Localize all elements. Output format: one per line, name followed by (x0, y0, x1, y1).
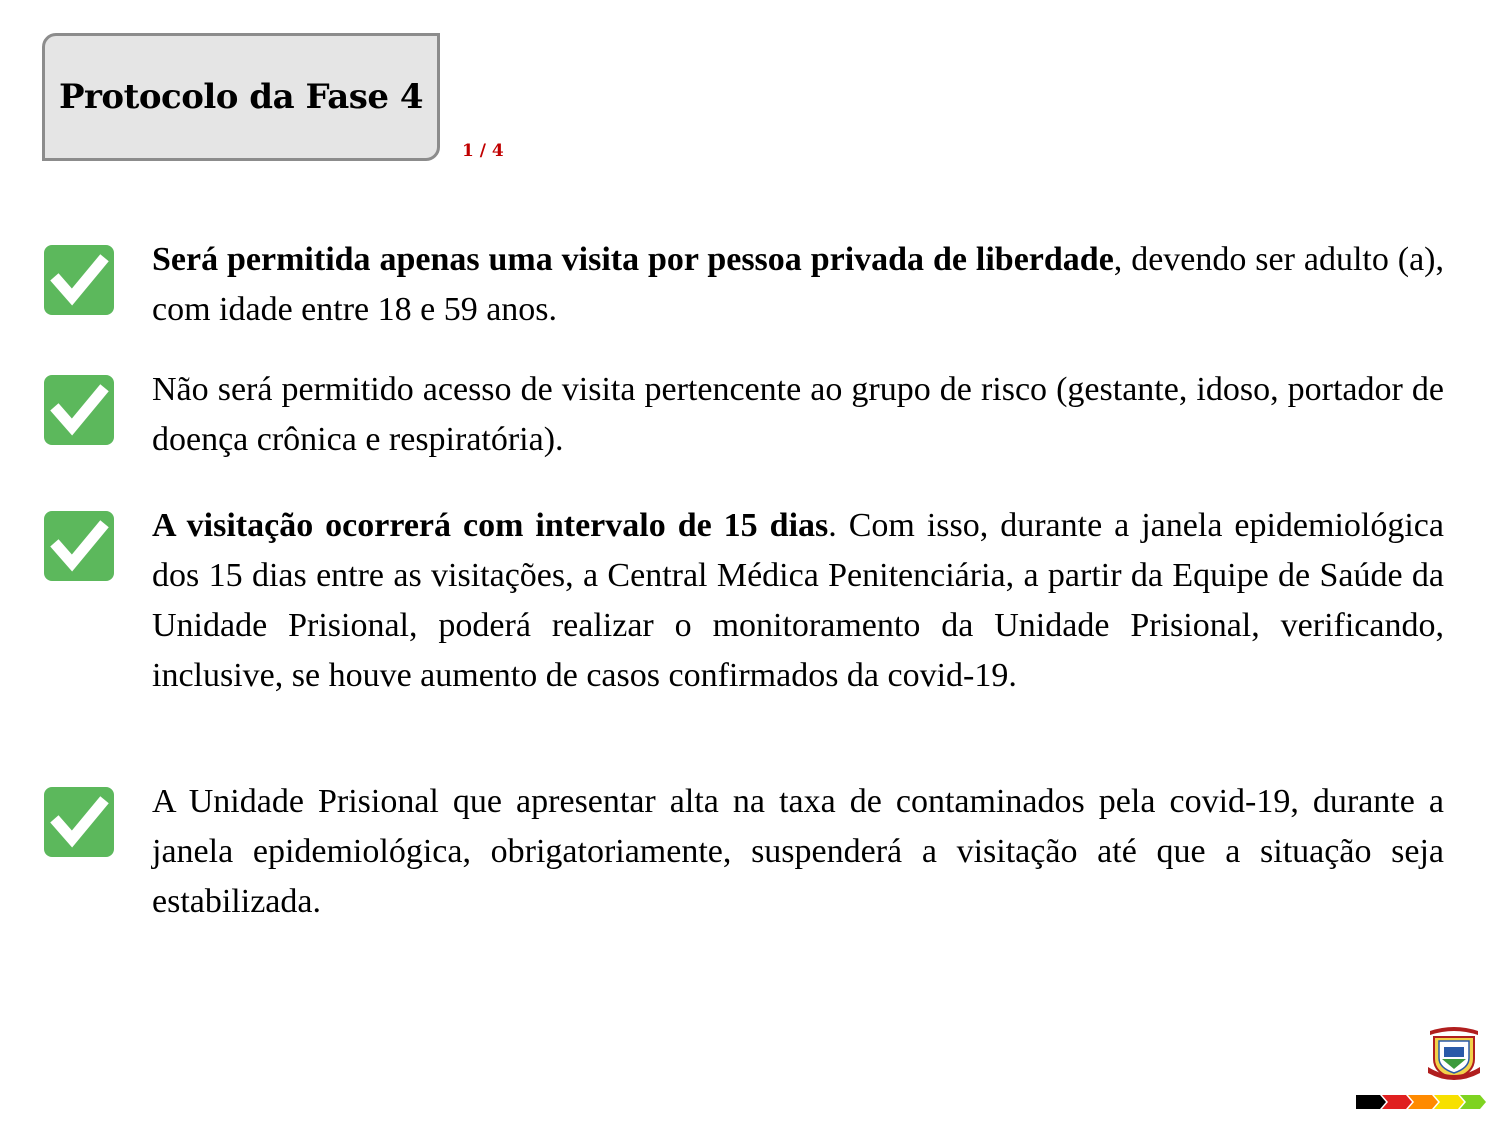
protocol-item-text (152, 777, 1444, 927)
check-icon (44, 375, 114, 445)
check-icon (44, 787, 114, 857)
phase-title-box (42, 33, 440, 161)
protocol-item-body: , devendo ser adulto (a), com idade entre 18 e 59 anos. (152, 241, 1445, 328)
protocol-item-body: . Com isso, durante a janela epidemiológica dos 15 dias entre as visitações, a Central Médica Penitenciária, a partir da Equipe de Saúde da Unidade Prisional, poderá realizar o monitoramento da Unidade Prisional, verificando, inclusive, se houve aumento de casos confirmados da covid-19. (152, 507, 1444, 694)
institution-seal-icon (1424, 1023, 1484, 1083)
protocol-item-emphasis: A visitação ocorrerá com intervalo de 15 dias (152, 507, 829, 544)
protocol-item-text (152, 235, 1444, 335)
protocol-item-text (152, 501, 1444, 701)
protocol-item-text (152, 365, 1444, 465)
check-icon (44, 511, 114, 581)
check-icon (44, 245, 114, 315)
page-indicator: 1 / 4 (462, 141, 504, 161)
protocol-item-emphasis: Será permitida apenas uma visita por pessoa privada de liberdade (152, 241, 1114, 278)
protocol-item-body: A Unidade Prisional que apresentar alta na taxa de contaminados pela covid-19, durante a janela epidemiológica, obrigatoriamente, suspenderá a visitação até que a situação seja estabilizada. (152, 783, 1444, 920)
phase-arrows-icon (1356, 1093, 1488, 1111)
page-title: Protocolo da Fase 4 (58, 77, 424, 117)
protocol-item-body: Não será permitido acesso de visita pertencente ao grupo de risco (gestante, idoso, portador de doença crônica e respiratória). (152, 371, 1444, 458)
